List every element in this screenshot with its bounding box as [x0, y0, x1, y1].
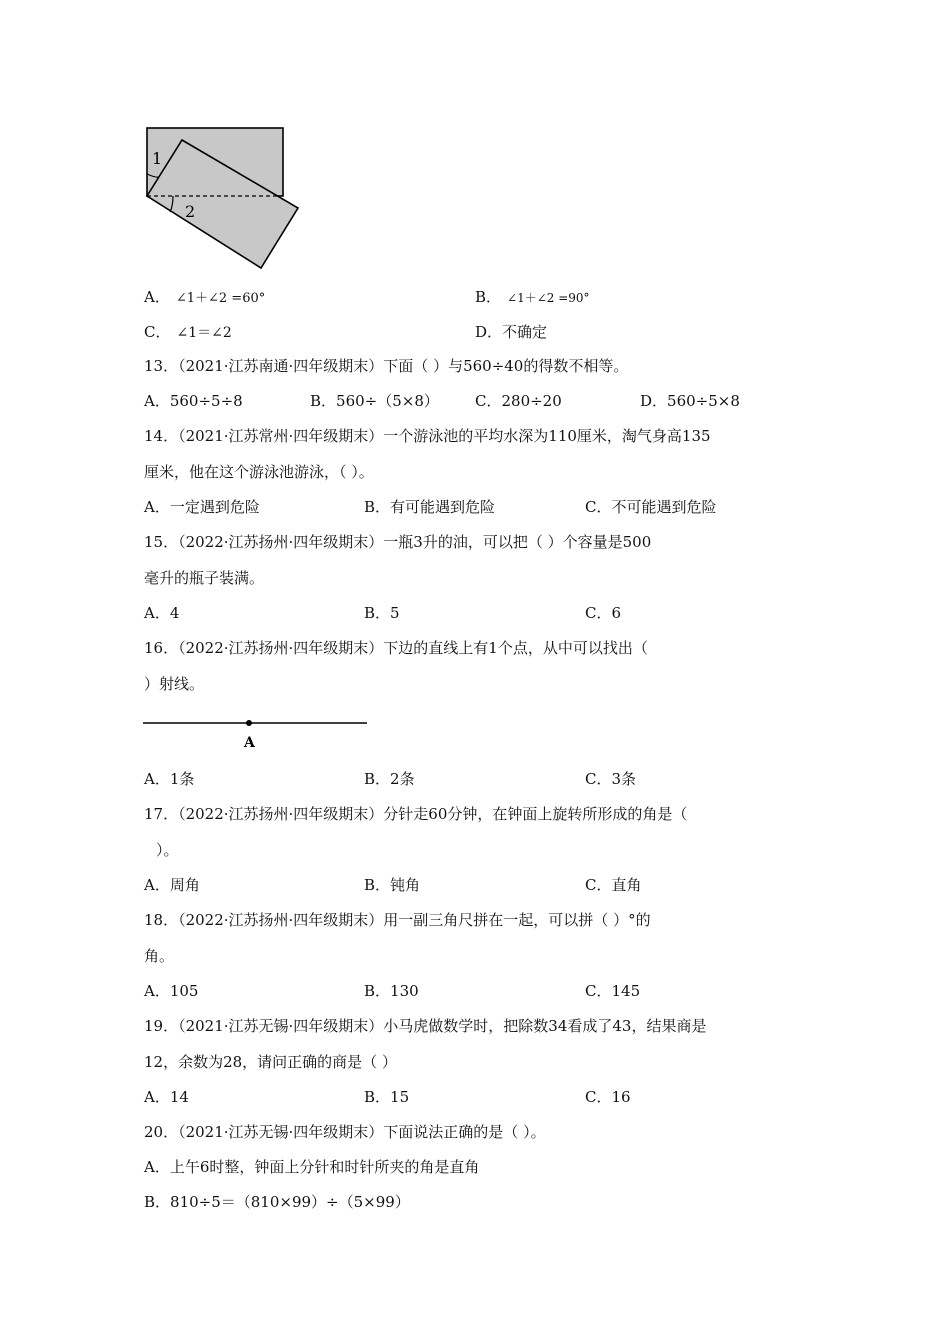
q14-option-b: B．有可能遇到危险 — [364, 498, 496, 516]
q19-option-c: C．16 — [585, 1088, 631, 1106]
q20-option-b: B．810÷5＝（810×99）÷（5×99） — [144, 1193, 410, 1211]
q12-option-b-letter: B． — [475, 288, 502, 306]
q12-option-a-math: ∠1＋∠2 =60° — [175, 291, 266, 306]
line-with-point-figure — [140, 712, 375, 754]
q19-option-a: A．14 — [144, 1088, 189, 1106]
q13-option-a: A．560÷5÷8 — [144, 392, 243, 410]
q17-stem-line1: 17．（2022·江苏扬州·四年级期末）分针走60分钟，在钟面上旋转所形成的角是（ — [144, 805, 688, 823]
q14-option-a: A．一定遇到危险 — [144, 498, 260, 516]
q20-stem: 20．（2021·江苏无锡·四年级期末）下面说法正确的是（ ）。 — [144, 1123, 546, 1141]
q16-option-a: A．1条 — [144, 770, 195, 788]
q16-stem-line1: 16．（2022·江苏扬州·四年级期末）下边的直线上有1个点，从中可以找出（ — [144, 639, 648, 657]
q17-option-a: A．周角 — [144, 876, 200, 894]
q18-stem-line2: 角。 — [144, 947, 175, 965]
q12-option-a-letter: A． — [144, 288, 170, 306]
q17-option-b: B．钝角 — [364, 876, 421, 894]
q12-option-c-math: ∠1＝∠2 — [176, 325, 232, 341]
q20-option-a: A．上午6时整，钟面上分针和时针所夹的角是直角 — [144, 1158, 480, 1176]
q17-stem-line2: ）。 — [156, 841, 179, 859]
q14-option-c: C．不可能遇到危险 — [585, 498, 717, 516]
q14-stem-line2: 厘米，他在这个游泳池游泳，（ ）。 — [144, 463, 374, 481]
q18-option-c: C．145 — [585, 982, 641, 1000]
point-a-label: A — [244, 735, 255, 751]
angle-2-label: 2 — [185, 202, 196, 221]
q18-option-a: A．105 — [144, 982, 199, 1000]
q12-option-d: D．不确定 — [475, 323, 548, 341]
q18-stem-line1: 18．（2022·江苏扬州·四年级期末）用一副三角尺拼在一起，可以拼（ ）°的 — [144, 911, 651, 929]
q14-stem-line1: 14．（2021·江苏常州·四年级期末）一个游泳池的平均水深为110厘米，淘气身高135 — [144, 427, 711, 445]
q19-option-b: B．15 — [364, 1088, 410, 1106]
q18-option-b: B．130 — [364, 982, 419, 1000]
q19-stem-line2: 12，余数为28，请问正确的商是（ ） — [144, 1053, 397, 1071]
q16-option-c: C．3条 — [585, 770, 637, 788]
q16-option-b: B．2条 — [364, 770, 415, 788]
q19-stem-line1: 19．（2021·江苏无锡·四年级期末）小马虎做数学时，把除数34看成了43，结果商是 — [144, 1017, 707, 1035]
q16-stem-line2: ）射线。 — [144, 675, 205, 693]
q12-option-c-letter: C． — [144, 323, 171, 341]
q13-option-d: D．560÷5×8 — [640, 392, 740, 410]
q15-option-c: C．6 — [585, 604, 622, 622]
q12-option-b-math: ∠1＋∠2 =90° — [507, 291, 590, 305]
q13-stem: 13．（2021·江苏南通·四年级期末）下面（ ）与560÷40的得数不相等。 — [144, 357, 629, 375]
q17-option-c: C．直角 — [585, 876, 642, 894]
q15-stem-line1: 15．（2022·江苏扬州·四年级期末）一瓶3升的油，可以把（ ）个容量是500 — [144, 533, 652, 551]
q13-option-c: C．280÷20 — [475, 392, 562, 410]
q15-stem-line2: 毫升的瓶子装满。 — [144, 569, 265, 587]
rectangle-angle-figure — [140, 122, 310, 277]
q15-option-a: A．4 — [144, 604, 180, 622]
q15-option-b: B．5 — [364, 604, 400, 622]
q13-option-b: B．560÷（5×8） — [310, 392, 439, 410]
point-a-dot — [246, 720, 252, 726]
angle-1-label: 1 — [152, 149, 163, 168]
